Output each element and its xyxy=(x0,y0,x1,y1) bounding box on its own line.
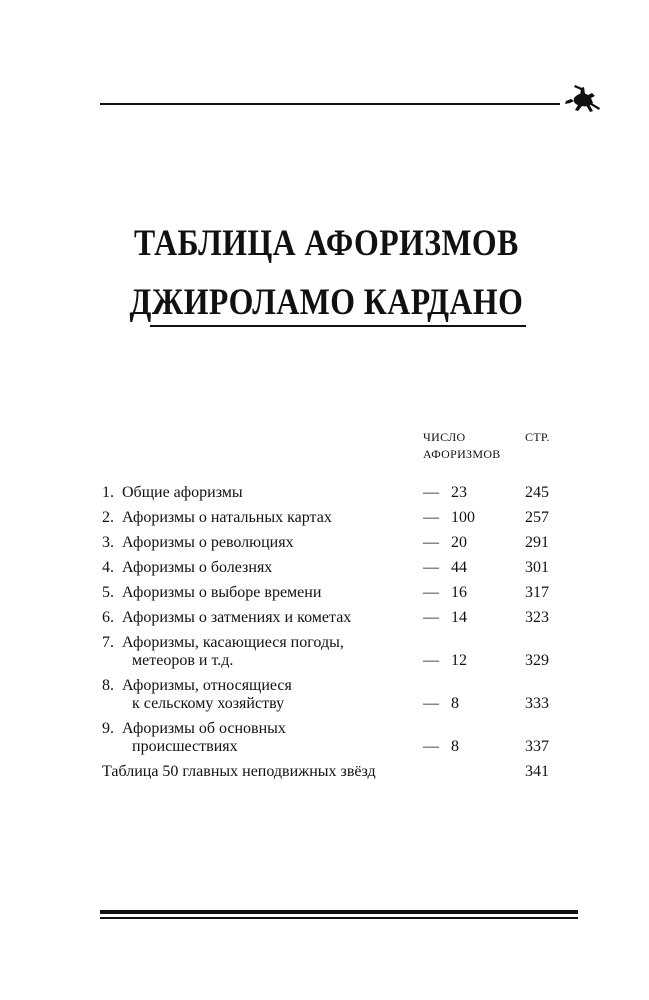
entry-number: 2. xyxy=(102,509,114,526)
entry-count: 8 xyxy=(451,695,459,712)
horse-rider-icon xyxy=(560,84,606,120)
entry-title: Афоризмы о натальных картах xyxy=(122,509,332,526)
entry-number: 4. xyxy=(102,559,114,576)
entry-title: Общие афоризмы xyxy=(122,484,243,501)
entry-dash: — xyxy=(423,738,439,755)
entry-title: Таблица 50 главных неподвижных звёзд xyxy=(102,763,376,780)
entry-title: Афоризмы об основных xyxy=(122,720,286,737)
entry-title: Афоризмы, относящиеся xyxy=(122,677,292,694)
entry-count: 23 xyxy=(451,484,467,501)
page-title-line-2: ДЖИРОЛАМО КАРДАНО xyxy=(129,282,524,323)
entry-page: 317 xyxy=(525,584,549,601)
entry-number: 8. xyxy=(102,677,114,694)
header-count-line-2: АФОРИЗМОВ xyxy=(423,447,501,461)
bottom-rule-thin xyxy=(100,917,578,919)
entry-page: 329 xyxy=(525,652,549,669)
page-title-line-1: ТАБЛИЦА АФОРИЗМОВ xyxy=(134,223,519,264)
entry-count: 8 xyxy=(451,738,459,755)
entry-page: 301 xyxy=(525,559,549,576)
bottom-rule-thick xyxy=(100,910,578,914)
entry-dash: — xyxy=(423,559,439,576)
top-rule xyxy=(100,103,560,105)
entry-page: 337 xyxy=(525,738,549,755)
entry-count: 16 xyxy=(451,584,467,601)
entry-page: 341 xyxy=(525,763,549,780)
entry-number: 5. xyxy=(102,584,114,601)
entry-dash: — xyxy=(423,695,439,712)
entry-count: 12 xyxy=(451,652,467,669)
entry-page: 333 xyxy=(525,695,549,712)
entry-number: 6. xyxy=(102,609,114,626)
entry-number: 9. xyxy=(102,720,114,737)
entry-title: Афоризмы о революциях xyxy=(122,534,294,551)
entry-count: 14 xyxy=(451,609,467,626)
entry-title: Афоризмы о болезнях xyxy=(122,559,273,576)
entry-page: 323 xyxy=(525,609,549,626)
entry-number: 1. xyxy=(102,484,114,501)
entry-number: 3. xyxy=(102,534,114,551)
entry-title-continued: метеоров и т.д. xyxy=(132,652,234,669)
entry-dash: — xyxy=(423,584,439,601)
entry-title-continued: происшествиях xyxy=(132,738,238,755)
header-page: СТР. xyxy=(525,430,550,444)
entry-page: 291 xyxy=(525,534,549,551)
entry-title: Афоризмы о выборе времени xyxy=(122,584,322,601)
entry-count: 20 xyxy=(451,534,467,551)
entry-title: Афоризмы о затмениях и кометах xyxy=(122,609,352,626)
title-underline xyxy=(150,325,526,327)
entry-dash: — xyxy=(423,484,439,501)
entry-number: 7. xyxy=(102,634,114,651)
entry-dash: — xyxy=(423,509,439,526)
entry-title-continued: к сельскому хозяйству xyxy=(132,695,285,712)
entry-dash: — xyxy=(423,609,439,626)
entry-count: 44 xyxy=(451,559,467,576)
entry-title: Афоризмы, касающиеся погоды, xyxy=(122,634,344,651)
header-count-line-1: ЧИСЛО xyxy=(423,430,466,444)
entry-page: 257 xyxy=(525,509,549,526)
entry-dash: — xyxy=(423,534,439,551)
entry-dash: — xyxy=(423,652,439,669)
entry-page: 245 xyxy=(525,484,549,501)
entry-count: 100 xyxy=(451,509,475,526)
